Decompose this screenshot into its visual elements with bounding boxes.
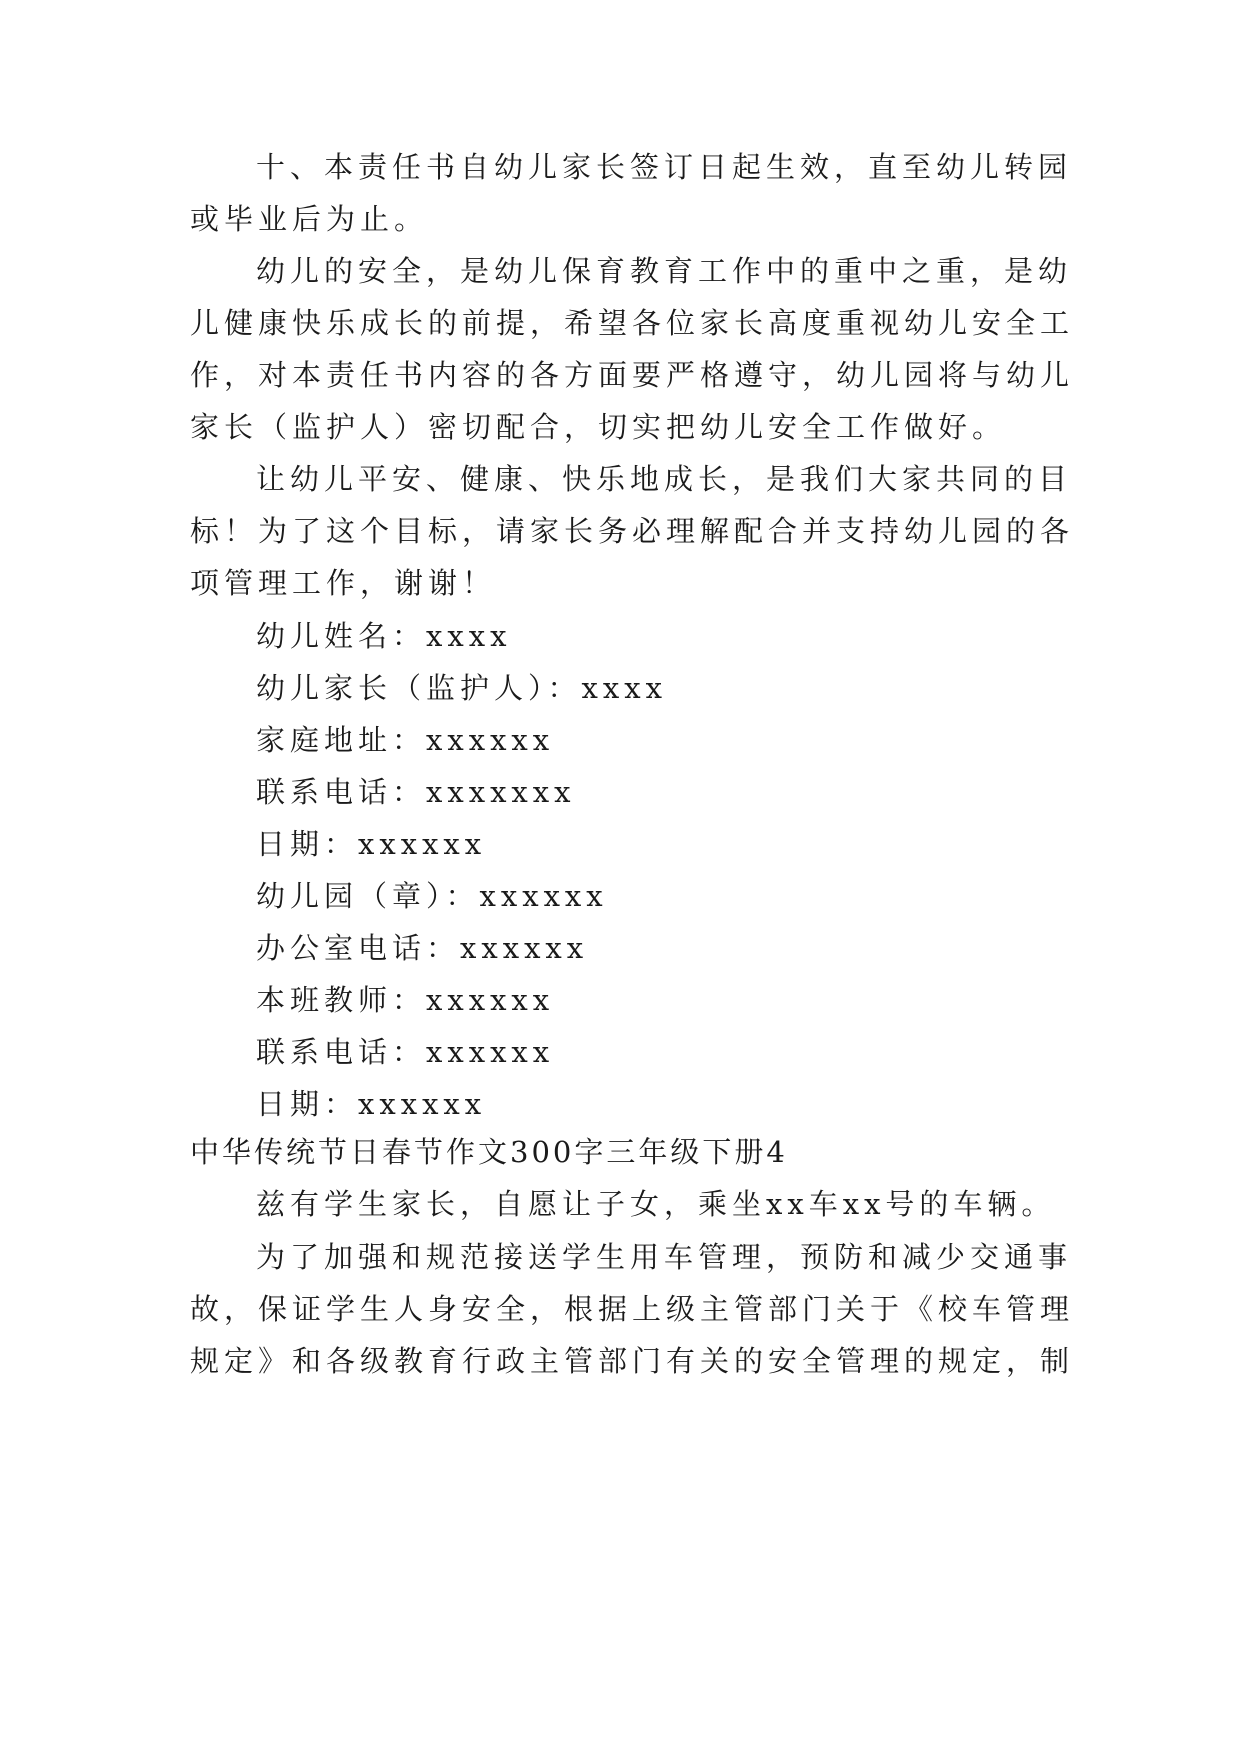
paragraph-line: 十、本责任书自幼儿家长签订日起生效，直至幼儿转园 (256, 150, 1073, 184)
field-guardian: 幼儿家长（监护人）：xxxx (256, 671, 667, 705)
paragraph-line: 故，保证学生人身安全，根据上级主管部门关于《校车管理 (190, 1292, 1075, 1326)
field-child-name: 幼儿姓名：xxxx (256, 619, 512, 653)
field-office-phone: 办公室电话：xxxxxx (256, 931, 589, 965)
paragraph-line: 为了加强和规范接送学生用车管理，预防和减少交通事 (256, 1240, 1073, 1274)
paragraph-line: 兹有学生家长，自愿让子女，乘坐xx车xx号的车辆。 (256, 1187, 1056, 1221)
paragraph-line: 标！为了这个目标，请家长务必理解配合并支持幼儿园的各 (190, 514, 1075, 548)
field-kindergarten-seal: 幼儿园（章）：xxxxxx (256, 879, 608, 913)
paragraph-line: 作，对本责任书内容的各方面要严格遵守，幼儿园将与幼儿 (190, 358, 1075, 392)
field-date-2: 日期：xxxxxx (256, 1087, 487, 1121)
field-address: 家庭地址：xxxxxx (256, 723, 555, 757)
field-phone: 联系电话：xxxxxxx (256, 775, 576, 809)
paragraph-line: 家长（监护人）密切配合，切实把幼儿安全工作做好。 (190, 410, 1007, 444)
paragraph-line: 规定》和各级教育行政主管部门有关的安全管理的规定，制 (190, 1344, 1075, 1378)
paragraph-line: 或毕业后为止。 (190, 202, 429, 236)
paragraph-line: 让幼儿平安、健康、快乐地成长，是我们大家共同的目 (256, 462, 1073, 496)
paragraph-line: 儿健康快乐成长的前提，希望各位家长高度重视幼儿安全工 (190, 306, 1075, 340)
field-teacher: 本班教师：xxxxxx (256, 983, 555, 1017)
paragraph-line: 项管理工作，谢谢！ (190, 566, 497, 600)
field-date: 日期：xxxxxx (256, 827, 487, 861)
section-title: 中华传统节日春节作文300字三年级下册4 (190, 1135, 788, 1169)
paragraph-line: 幼儿的安全，是幼儿保育教育工作中的重中之重，是幼 (256, 254, 1073, 288)
field-teacher-phone: 联系电话：xxxxxx (256, 1035, 555, 1069)
